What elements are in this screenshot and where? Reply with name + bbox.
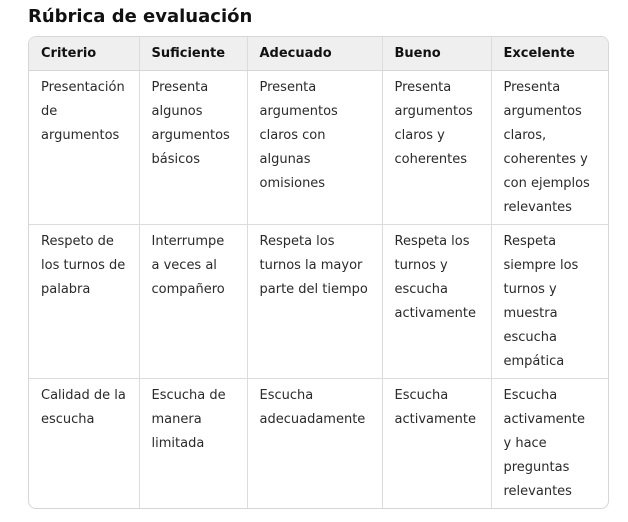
header-bueno: Bueno <box>382 37 491 71</box>
cell-adecuado: Respeta los turnos la mayor parte del tiempo <box>247 225 382 379</box>
rubric-table <box>29 37 608 508</box>
header-row <box>29 37 608 71</box>
page-title: Rúbrica de evaluación <box>28 6 253 27</box>
rubric-table-header <box>29 37 608 71</box>
cell-criterio: Calidad de la escucha <box>29 379 139 509</box>
cell-bueno: Respeta los turnos y escucha activamente <box>382 225 491 379</box>
header-criterio: Criterio <box>29 37 139 71</box>
cell-excelente: Presenta argumentos claros, coherentes y con ejemplos relevantes <box>503 80 590 215</box>
table-row <box>29 379 608 509</box>
cell-suficiente: Presenta algunos argumentos básicos <box>139 71 247 225</box>
cell-suficiente: Escucha de manera limitada <box>139 379 247 509</box>
cell-excelente: Escucha activamente y hace preguntas relevantes <box>503 388 585 499</box>
table-row <box>29 71 608 225</box>
cell-criterio: Presentación de argumentos <box>29 71 139 225</box>
cell-adecuado: Presenta argumentos claros con algunas omisiones <box>247 71 382 225</box>
header-suficiente: Suficiente <box>139 37 247 71</box>
cell-bueno: Presenta argumentos claros y coherentes <box>382 71 491 225</box>
rubric-table-container <box>28 36 609 509</box>
cell-excelente: Respeta siempre los turnos y muestra escucha empática <box>503 234 579 369</box>
rubric-table-body <box>29 71 608 509</box>
table-row <box>29 225 608 379</box>
header-excelente: Excelente <box>491 37 608 71</box>
cell-adecuado: Escucha adecuadamente <box>247 379 382 509</box>
cell-suficiente: Interrumpe a veces al compañero <box>139 225 247 379</box>
cell-criterio: Respeto de los turnos de palabra <box>29 225 139 379</box>
cell-bueno: Escucha activamente <box>382 379 491 509</box>
header-adecuado: Adecuado <box>247 37 382 71</box>
